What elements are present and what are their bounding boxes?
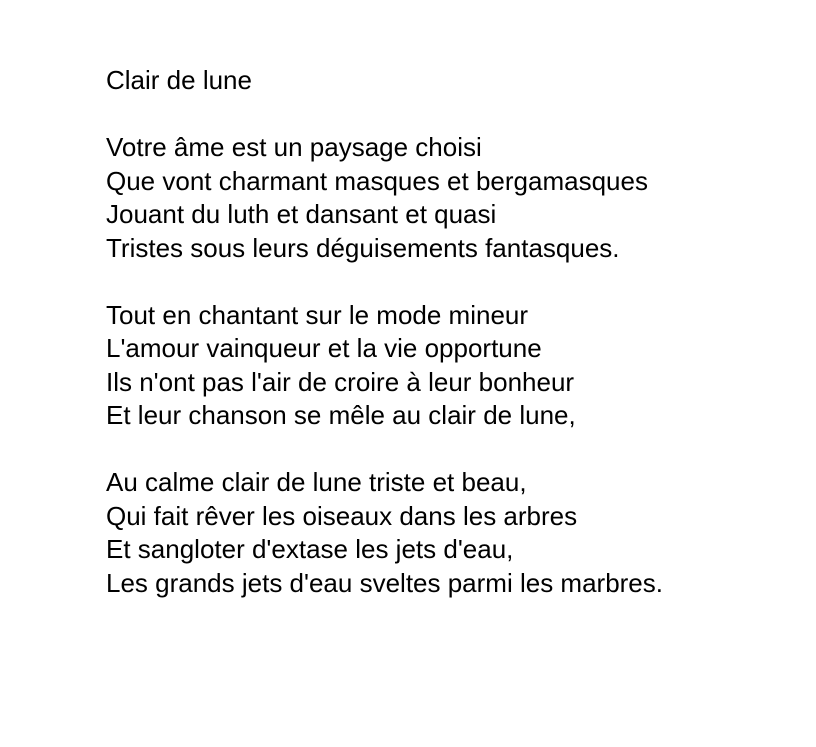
poem-line: Tristes sous leurs déguisements fantasques. <box>106 232 620 263</box>
blank-line <box>106 433 796 467</box>
poem-line: Votre âme est un paysage choisi <box>106 132 482 162</box>
stanza-3 <box>106 466 796 600</box>
poem-line: Jouant du luth et dansant et quasi <box>106 199 497 229</box>
poem-line: Que vont charmant masques et bergamasques <box>106 165 648 196</box>
poem-line: Et leur chanson se mêle au clair de lune, <box>106 400 576 430</box>
poem-line: Ils n'ont pas l'air de croire à leur bonheur <box>106 366 575 397</box>
poem-title: Clair de lune <box>106 65 252 95</box>
blank-line <box>106 98 796 132</box>
poem-line: Au calme clair de lune triste et beau, <box>106 467 527 497</box>
poem-line: Et sangloter d'extase les jets d'eau, <box>106 534 514 564</box>
poem-line: Qui fait rêver les oiseaux dans les arbres <box>106 500 578 531</box>
poem-line: L'amour vainqueur et la vie opportune <box>106 333 542 363</box>
poem <box>106 64 796 600</box>
blank-line <box>106 265 796 299</box>
poem-line: Tout en chantant sur le mode mineur <box>106 299 529 330</box>
stanza-1 <box>106 131 796 265</box>
stanza-2 <box>106 299 796 433</box>
poem-line: Les grands jets d'eau sveltes parmi les marbres. <box>106 567 663 598</box>
